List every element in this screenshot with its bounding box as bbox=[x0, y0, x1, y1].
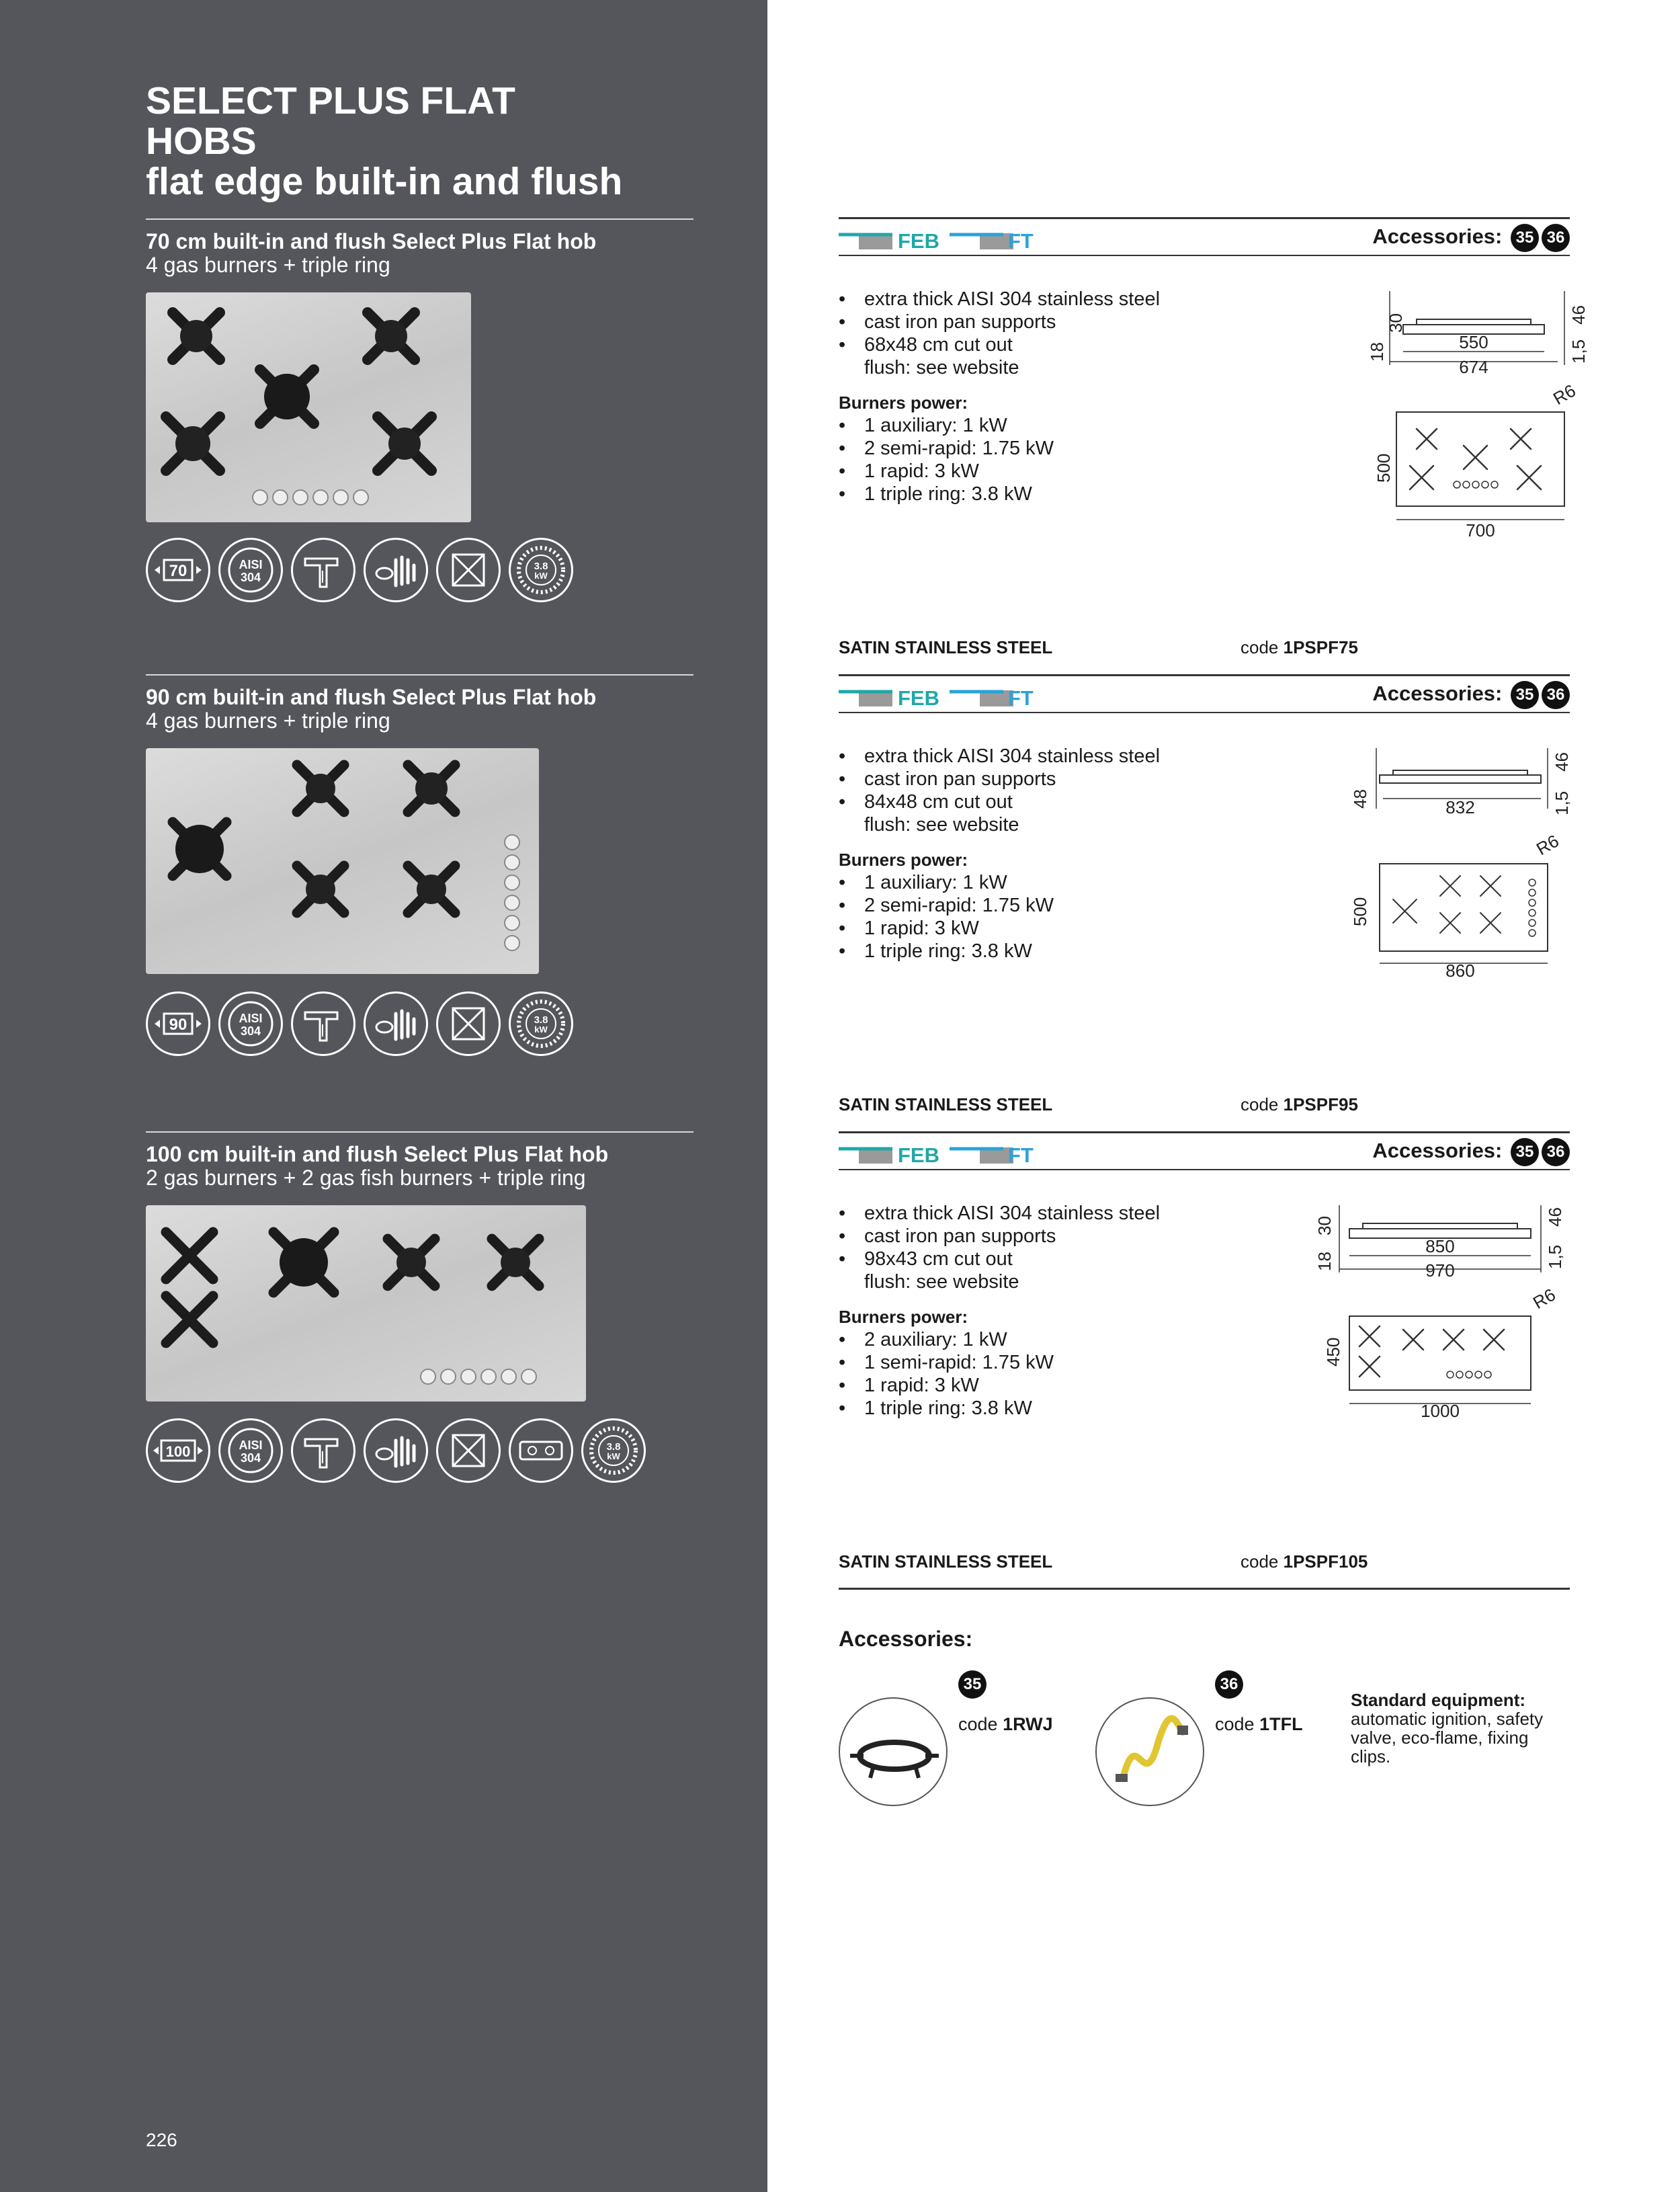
install-feb-ft-icon bbox=[839, 225, 1107, 257]
page-number: 226 bbox=[146, 2129, 177, 2150]
finish-label: SATIN STAINLESS STEEL bbox=[839, 1094, 1053, 1114]
burner-item: • 1 rapid: 3 kW bbox=[839, 1374, 1160, 1397]
features-list bbox=[839, 1202, 1160, 1420]
accessories-label: Accessories: bbox=[1372, 225, 1503, 249]
svg-text:550: 550 bbox=[1459, 332, 1488, 352]
install-ft-label: FT bbox=[1008, 1143, 1034, 1167]
svg-text:kW: kW bbox=[534, 1024, 548, 1034]
technical-drawing bbox=[1363, 284, 1589, 540]
code-value: 1TFL bbox=[1259, 1714, 1303, 1734]
standard-equipment-title: Standard equipment: bbox=[1351, 1690, 1526, 1710]
code-value: 1PSPF95 bbox=[1283, 1094, 1358, 1114]
svg-text:700: 700 bbox=[1466, 520, 1495, 540]
power-kw-icon bbox=[509, 538, 573, 602]
code-value: 1RWJ bbox=[1003, 1714, 1053, 1734]
install-feb-ft-icon bbox=[839, 682, 1107, 715]
feature-item: • 98x43 cm cut out bbox=[839, 1248, 1160, 1270]
svg-text:500: 500 bbox=[1374, 453, 1394, 483]
svg-text:3.8: 3.8 bbox=[534, 561, 548, 572]
install-types bbox=[839, 682, 1107, 715]
svg-text:3.8: 3.8 bbox=[534, 1014, 548, 1026]
aisi-304-icon bbox=[218, 1418, 283, 1483]
divider bbox=[839, 255, 1570, 256]
divider bbox=[839, 712, 1570, 713]
finish-label: SATIN STAINLESS STEEL bbox=[839, 637, 1053, 657]
svg-text:1000: 1000 bbox=[1421, 1401, 1460, 1421]
product-1-heading-block bbox=[146, 230, 751, 277]
feature-item: • cast iron pan supports bbox=[839, 768, 1160, 790]
svg-text:46: 46 bbox=[1568, 305, 1589, 325]
product-heading: 70 cm built-in and flush Select Plus Flat hob bbox=[146, 229, 597, 253]
flush-mount-icon bbox=[436, 991, 501, 1056]
svg-text:18: 18 bbox=[1367, 342, 1387, 362]
product-1-photo bbox=[146, 292, 471, 522]
code-value: 1PSPF75 bbox=[1283, 637, 1358, 657]
hob-90-image bbox=[146, 748, 539, 974]
burners-power-title: Burners power: bbox=[839, 1307, 968, 1327]
burner-item: • 1 semi-rapid: 1.75 kW bbox=[839, 1351, 1160, 1374]
left-panel bbox=[0, 0, 767, 2192]
product-subheading: 2 gas burners + 2 gas fish burners + triple ring bbox=[146, 1166, 586, 1190]
feature-item: • extra thick AISI 304 stainless steel bbox=[839, 745, 1160, 768]
accessory-code bbox=[958, 1714, 1053, 1735]
code-prefix: code bbox=[1241, 1094, 1279, 1114]
product-2-photo bbox=[146, 748, 539, 974]
fish-burner-icon bbox=[509, 1418, 573, 1483]
divider bbox=[839, 1588, 1570, 1590]
svg-text:30: 30 bbox=[1314, 1216, 1335, 1235]
accessories-label: Accessories: bbox=[1372, 1139, 1503, 1163]
svg-text:500: 500 bbox=[1350, 897, 1370, 926]
standard-equipment bbox=[1351, 1691, 1572, 1766]
features-list bbox=[839, 288, 1160, 505]
standard-equipment-text: automatic ignition, safety valve, eco-flame, fixing clips. bbox=[1351, 1709, 1544, 1767]
svg-text:AISI: AISI bbox=[239, 558, 263, 571]
code-value: 1PSPF105 bbox=[1283, 1551, 1368, 1572]
svg-text:970: 970 bbox=[1425, 1260, 1455, 1281]
svg-text:90: 90 bbox=[169, 1016, 187, 1034]
feature-continuation: flush: see website bbox=[864, 357, 1019, 378]
svg-text:18: 18 bbox=[1314, 1252, 1335, 1271]
page-title bbox=[146, 81, 622, 202]
svg-text:860: 860 bbox=[1445, 961, 1475, 981]
accessory-badge[interactable]: 36 bbox=[1542, 681, 1570, 709]
accessory-badge[interactable]: 36 bbox=[1542, 224, 1570, 252]
aisi-304-icon bbox=[218, 991, 283, 1056]
feature-item: • extra thick AISI 304 stainless steel bbox=[839, 1202, 1160, 1225]
width-100-icon bbox=[146, 1418, 210, 1483]
svg-text:450: 450 bbox=[1323, 1337, 1343, 1367]
divider bbox=[839, 674, 1570, 676]
accessories-header bbox=[1372, 224, 1570, 252]
hob-70-image bbox=[146, 292, 471, 522]
burner-item: • 2 auxiliary: 1 kW bbox=[839, 1328, 1160, 1351]
burner-item: • 2 semi-rapid: 1.75 kW bbox=[839, 894, 1160, 917]
flush-mount-icon bbox=[436, 538, 501, 602]
svg-text:674: 674 bbox=[1459, 357, 1488, 377]
technical-drawing bbox=[1339, 741, 1572, 997]
svg-text:304: 304 bbox=[240, 1024, 261, 1038]
svg-text:46: 46 bbox=[1545, 1207, 1565, 1227]
flush-mount-icon bbox=[436, 1418, 501, 1483]
accessories-header bbox=[1372, 1138, 1570, 1166]
divider bbox=[146, 218, 694, 220]
install-feb-ft-icon bbox=[839, 1139, 1107, 1172]
burner-item: • 1 auxiliary: 1 kW bbox=[839, 414, 1160, 437]
svg-text:850: 850 bbox=[1425, 1236, 1455, 1256]
accessory-badge[interactable]: 35 bbox=[1511, 1138, 1539, 1166]
code-prefix: code bbox=[1241, 1551, 1279, 1572]
accessories-header bbox=[1372, 681, 1570, 709]
svg-text:48: 48 bbox=[1350, 789, 1370, 809]
install-types bbox=[839, 1139, 1107, 1172]
product-3-photo bbox=[146, 1205, 586, 1402]
divider bbox=[839, 1169, 1570, 1170]
hand-touch-icon bbox=[364, 538, 428, 602]
accessory-badge[interactable]: 36 bbox=[1542, 1138, 1570, 1166]
burner-item: • 1 triple ring: 3.8 kW bbox=[839, 1397, 1160, 1420]
svg-text:3.8: 3.8 bbox=[606, 1441, 621, 1453]
svg-text:1,5: 1,5 bbox=[1545, 1244, 1565, 1269]
divider bbox=[839, 217, 1570, 219]
svg-text:1,5: 1,5 bbox=[1568, 339, 1589, 364]
product-subheading: 4 gas burners + triple ring bbox=[146, 253, 390, 277]
accessories-title: Accessories: bbox=[839, 1627, 973, 1651]
svg-text:AISI: AISI bbox=[239, 1012, 263, 1025]
feature-item: • 68x48 cm cut out bbox=[839, 333, 1160, 356]
feature-continuation: flush: see website bbox=[864, 1271, 1019, 1293]
install-feb-label: FEB bbox=[898, 229, 939, 253]
hand-touch-icon bbox=[364, 991, 428, 1056]
product-heading: 90 cm built-in and flush Select Plus Flat hob bbox=[146, 685, 597, 709]
width-70-icon bbox=[146, 538, 210, 602]
svg-text:46: 46 bbox=[1552, 752, 1572, 772]
title-line-1: SELECT PLUS FLAT bbox=[146, 79, 515, 122]
aisi-304-icon bbox=[218, 538, 283, 602]
product-code bbox=[1241, 1551, 1368, 1572]
product-subheading: 4 gas burners + triple ring bbox=[146, 708, 390, 733]
product-code bbox=[1241, 1094, 1358, 1115]
svg-text:kW: kW bbox=[534, 571, 548, 581]
install-ft-label: FT bbox=[1008, 686, 1034, 710]
install-feb-label: FEB bbox=[898, 1143, 939, 1167]
width-90-icon bbox=[146, 991, 210, 1056]
code-prefix: code bbox=[1215, 1714, 1255, 1734]
install-types bbox=[839, 225, 1107, 257]
gas-pipe-image bbox=[1095, 1697, 1204, 1806]
svg-text:304: 304 bbox=[240, 1451, 261, 1465]
svg-text:R6: R6 bbox=[1533, 830, 1562, 860]
burner-item: • 2 semi-rapid: 1.75 kW bbox=[839, 437, 1160, 460]
accessory-number: 36 bbox=[1215, 1670, 1243, 1699]
feature-item: • 84x48 cm cut out bbox=[839, 790, 1160, 813]
feature-item: • extra thick AISI 304 stainless steel bbox=[839, 288, 1160, 311]
svg-text:1,5: 1,5 bbox=[1552, 790, 1572, 815]
svg-text:R6: R6 bbox=[1529, 1284, 1559, 1313]
caliper-icon bbox=[291, 1418, 355, 1483]
accessories-label: Accessories: bbox=[1372, 682, 1503, 706]
code-prefix: code bbox=[1241, 637, 1279, 657]
caliper-icon bbox=[291, 538, 355, 602]
burners-power-title: Burners power: bbox=[839, 393, 968, 413]
divider bbox=[146, 1131, 694, 1133]
burners-power-title: Burners power: bbox=[839, 850, 968, 870]
svg-text:kW: kW bbox=[607, 1451, 620, 1461]
svg-text:832: 832 bbox=[1445, 797, 1475, 817]
feature-item: • cast iron pan supports bbox=[839, 1225, 1160, 1248]
divider bbox=[839, 1131, 1570, 1133]
caliper-icon bbox=[291, 991, 355, 1056]
features-list bbox=[839, 745, 1160, 963]
accessory-badge[interactable]: 35 bbox=[1511, 224, 1539, 252]
finish-label: SATIN STAINLESS STEEL bbox=[839, 1551, 1053, 1572]
accessory-number: 35 bbox=[958, 1670, 986, 1699]
code-prefix: code bbox=[958, 1714, 998, 1734]
burner-item: • 1 triple ring: 3.8 kW bbox=[839, 940, 1160, 963]
accessory-badge[interactable]: 35 bbox=[1511, 681, 1539, 709]
power-kw-icon bbox=[581, 1418, 646, 1483]
power-kw-icon bbox=[509, 991, 573, 1056]
product-code bbox=[1241, 637, 1358, 658]
technical-drawing bbox=[1309, 1199, 1564, 1454]
wok-ring-image bbox=[839, 1697, 948, 1806]
title-line-3: flat edge built-in and flush bbox=[146, 160, 623, 203]
install-ft-label: FT bbox=[1008, 229, 1034, 253]
burner-item: • 1 rapid: 3 kW bbox=[839, 917, 1160, 940]
burner-item: • 1 triple ring: 3.8 kW bbox=[839, 483, 1160, 505]
feature-item: • cast iron pan supports bbox=[839, 311, 1160, 333]
svg-text:R6: R6 bbox=[1550, 380, 1579, 409]
svg-text:304: 304 bbox=[240, 571, 261, 584]
hob-100-image bbox=[146, 1205, 586, 1402]
product-heading: 100 cm built-in and flush Select Plus Flat hob bbox=[146, 1142, 609, 1166]
accessory-code bbox=[1215, 1714, 1303, 1735]
product-2-heading-block bbox=[146, 686, 751, 733]
burner-item: • 1 auxiliary: 1 kW bbox=[839, 871, 1160, 894]
divider bbox=[146, 674, 694, 676]
title-line-2: HOBS bbox=[146, 120, 257, 163]
burner-item: • 1 rapid: 3 kW bbox=[839, 460, 1160, 483]
svg-text:70: 70 bbox=[169, 562, 187, 580]
install-feb-label: FEB bbox=[898, 686, 939, 710]
svg-text:30: 30 bbox=[1386, 313, 1406, 333]
product-3-heading-block bbox=[146, 1143, 751, 1190]
svg-text:100: 100 bbox=[165, 1443, 191, 1460]
feature-continuation: flush: see website bbox=[864, 814, 1019, 836]
hand-touch-icon bbox=[364, 1418, 428, 1483]
svg-text:AISI: AISI bbox=[239, 1438, 263, 1452]
